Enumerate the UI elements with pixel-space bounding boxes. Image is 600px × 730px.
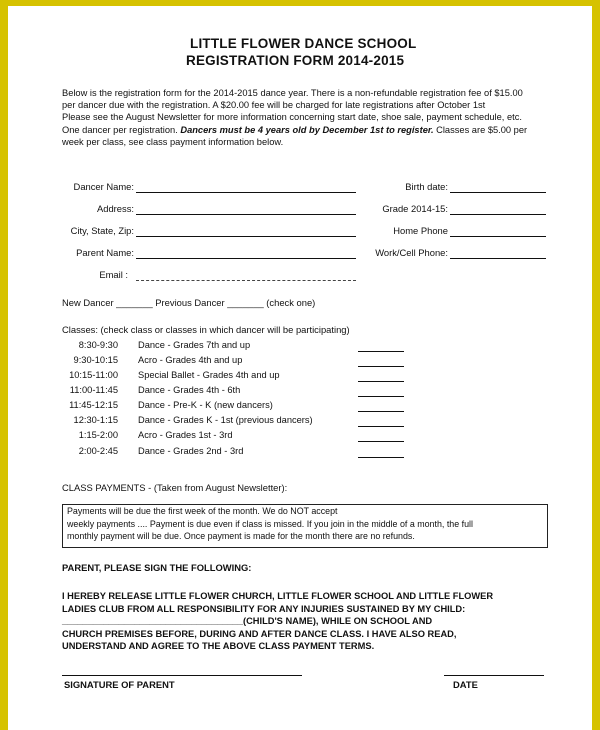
age-requirement-note: Dancers must be 4 years old by December 1st to register. bbox=[180, 124, 434, 135]
class-time: 10:15-11:00 bbox=[69, 370, 118, 380]
class-name: Dance - Grades K - 1st (previous dancers) bbox=[138, 415, 313, 425]
class-checkbox-line[interactable] bbox=[358, 351, 404, 352]
class-name: Dance - Grades 2nd - 3rd bbox=[138, 446, 244, 456]
release-line: LADIES CLUB FROM ALL RESPONSIBILITY FOR ANY INJURIES SUSTAINED BY MY CHILD: bbox=[62, 603, 466, 614]
release-line: CHURCH PREMISES BEFORE, DURING AND AFTER DANCE CLASS. I HAVE ALSO READ, bbox=[62, 628, 457, 639]
work-cell-phone-label: Work/Cell Phone: bbox=[375, 247, 448, 258]
payments-line: monthly payment will be due. Once payment is made for the month there are no refunds. bbox=[67, 531, 415, 541]
class-checkbox-line[interactable] bbox=[358, 457, 404, 458]
signature-label: SIGNATURE OF PARENT bbox=[64, 679, 175, 690]
class-checkbox-line[interactable] bbox=[358, 396, 404, 397]
release-statement bbox=[62, 590, 493, 653]
class-checkbox-line[interactable] bbox=[358, 381, 404, 382]
grade-field[interactable] bbox=[450, 214, 546, 215]
registration-form-page bbox=[8, 6, 592, 730]
payments-heading: CLASS PAYMENTS - (Taken from August Newsletter): bbox=[62, 482, 288, 493]
home-phone-field[interactable] bbox=[450, 236, 546, 237]
payments-line: weekly payments .... Payment is due even if class is missed. If you join in the middle of a month, the full bbox=[67, 518, 473, 529]
email-label: Email : bbox=[99, 269, 128, 280]
class-checkbox-line[interactable] bbox=[358, 426, 404, 427]
class-time: 2:00-2:45 bbox=[78, 446, 118, 456]
intro-line: One dancer per registration. Dancers must be 4 years old by December 1st to register. Classes are $5.00 per bbox=[62, 124, 528, 135]
dancer-name-label: Dancer Name: bbox=[73, 181, 134, 192]
address-label: Address: bbox=[97, 203, 134, 214]
class-time: 11:45-12:15 bbox=[69, 400, 118, 410]
class-name: Special Ballet - Grades 4th and up bbox=[138, 370, 280, 380]
parent-name-label: Parent Name: bbox=[76, 247, 134, 258]
classes-heading: Classes: (check class or classes in which dancer will be participating) bbox=[62, 324, 350, 335]
form-subtitle: REGISTRATION FORM 2014-2015 bbox=[186, 53, 405, 68]
intro-line: week per class, see class payment information below. bbox=[62, 136, 284, 147]
birth-date-label: Birth date: bbox=[405, 181, 448, 192]
payments-info-box bbox=[62, 504, 548, 548]
intro-line: Below is the registration form for the 2014-2015 dance year. There is a non-refundable registration fee of $15.00 bbox=[62, 88, 523, 98]
form-title: LITTLE FLOWER DANCE SCHOOL bbox=[190, 36, 417, 51]
intro-paragraph bbox=[62, 87, 552, 148]
class-time: 12:30-1:15 bbox=[73, 415, 118, 425]
class-checkbox-line[interactable] bbox=[358, 441, 404, 442]
class-time: 9:30-10:15 bbox=[73, 355, 118, 365]
class-time: 11:00-11:45 bbox=[69, 385, 118, 395]
class-name: Acro - Grades 4th and up bbox=[138, 355, 243, 365]
dancer-status-line[interactable]: New Dancer _______ Previous Dancer _______ (check one) bbox=[62, 297, 316, 308]
release-line[interactable]: ___________________________________(CHILD'S NAME), WHILE ON SCHOOL AND bbox=[62, 616, 433, 626]
email-field[interactable] bbox=[136, 280, 356, 281]
class-name: Dance - Pre-K - K (new dancers) bbox=[138, 400, 273, 410]
intro-line: Please see the August Newsletter for more information concerning start date, shoe sale, payment schedule, etc. bbox=[62, 112, 522, 123]
class-checkbox-line[interactable] bbox=[358, 366, 404, 367]
parent-signature-line[interactable] bbox=[62, 675, 302, 676]
date-line[interactable] bbox=[444, 675, 544, 676]
intro-line: per dancer due with the registration. A $20.00 fee will be charged for late registrations after October 1st bbox=[62, 100, 486, 111]
class-checkbox-line[interactable] bbox=[358, 411, 404, 412]
date-label: DATE bbox=[453, 679, 478, 690]
class-time: 8:30-9:30 bbox=[78, 340, 118, 350]
class-name: Dance - Grades 4th - 6th bbox=[138, 385, 241, 395]
city-state-zip-label: City, State, Zip: bbox=[70, 225, 134, 236]
release-line: UNDERSTAND AND AGREE TO THE ABOVE CLASS PAYMENT TERMS. bbox=[62, 641, 375, 651]
class-name: Acro - Grades 1st - 3rd bbox=[138, 430, 233, 440]
work-cell-phone-field[interactable] bbox=[450, 258, 546, 259]
release-line: I HEREBY RELEASE LITTLE FLOWER CHURCH, LITTLE FLOWER SCHOOL AND LITTLE FLOWER bbox=[62, 591, 494, 601]
city-state-zip-field[interactable] bbox=[136, 236, 356, 237]
home-phone-label: Home Phone bbox=[393, 225, 448, 236]
class-name: Dance - Grades 7th and up bbox=[138, 340, 251, 350]
grade-label: Grade 2014-15: bbox=[382, 203, 448, 214]
class-time: 1:15-2:00 bbox=[78, 430, 118, 440]
address-field[interactable] bbox=[136, 214, 356, 215]
parent-name-field[interactable] bbox=[136, 258, 356, 259]
dancer-name-field[interactable] bbox=[136, 192, 356, 193]
payments-line: Payments will be due the first week of the month. We do NOT accept bbox=[67, 506, 338, 516]
birth-date-field[interactable] bbox=[450, 192, 546, 193]
sign-heading: PARENT, PLEASE SIGN THE FOLLOWING: bbox=[62, 562, 252, 573]
